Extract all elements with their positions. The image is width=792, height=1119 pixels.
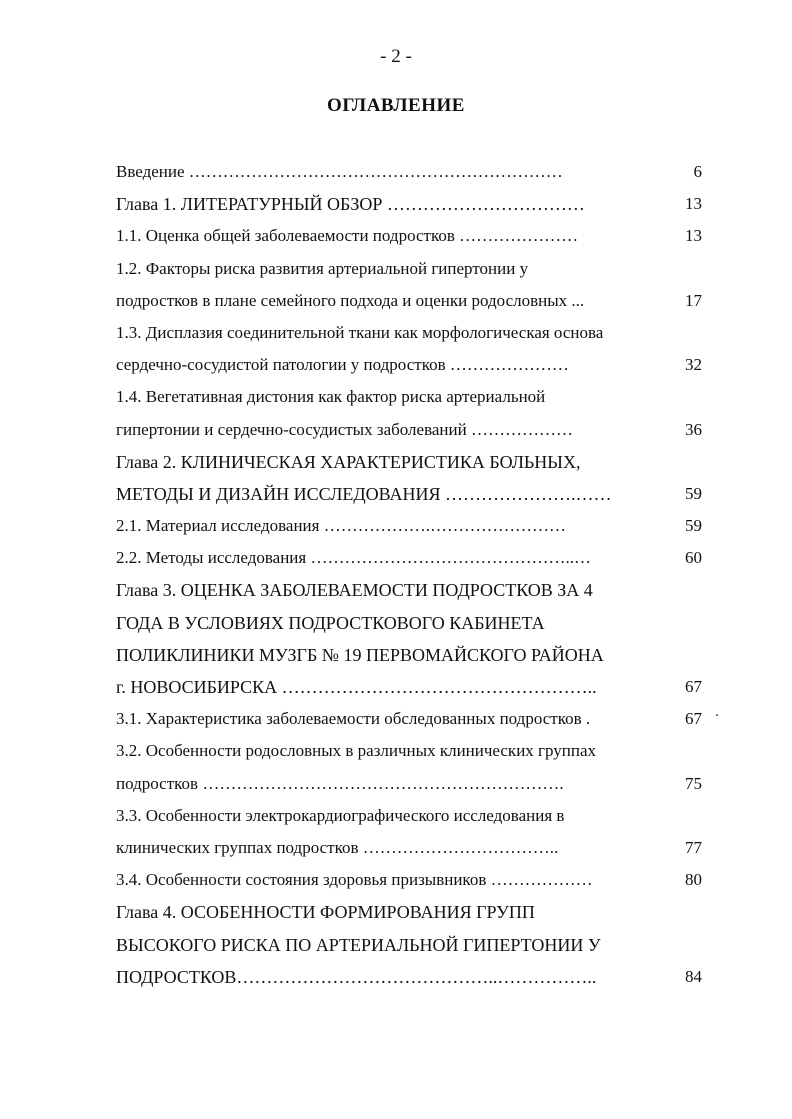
toc-entry-text: Глава 3. ОЦЕНКА ЗАБОЛЕВАЕМОСТИ ПОДРОСТКОВ ЗА 4: [116, 580, 593, 601]
toc-entry-text: 3.2. Особенности родословных в различных клинических группах: [116, 741, 597, 761]
toc-page-number: 67: [685, 677, 702, 696]
toc-line: [116, 671, 702, 703]
toc-entry-text: Введение …………………………………………………………: [116, 162, 563, 181]
table-of-contents: [116, 156, 702, 993]
toc-page-number: 80: [685, 870, 702, 890]
toc-entry-text: Глава 4. ОСОБЕННОСТИ ФОРМИРОВАНИЯ ГРУПП: [116, 902, 535, 923]
toc-line: [116, 542, 702, 574]
toc-line: [116, 896, 702, 928]
toc-line: [116, 800, 702, 832]
toc-line: [116, 510, 702, 542]
toc-line: [116, 381, 702, 413]
toc-entry-text: гипертонии и сердечно-сосудистых заболеваний ………………: [116, 419, 573, 439]
toc-line: [116, 446, 702, 478]
toc-entry-text: ПОЛИКЛИНИКИ МУЗГБ № 19 ПЕРВОМАЙСКОГО РАЙОНА: [116, 644, 604, 665]
toc-page-number: 77: [685, 837, 702, 857]
toc-line: [116, 317, 702, 349]
toc-entry-text: клинических группах подростков ……………………………..: [116, 837, 559, 857]
toc-page-number: 59: [685, 483, 702, 503]
toc-entry-text: подростков в плане семейного подхода и оценки родословных ...: [116, 290, 585, 310]
toc-line: [116, 703, 702, 735]
toc-page-number: 59: [685, 516, 702, 536]
toc-entry-text: ПОДРОСТКОВ……………………………………..……………..: [116, 966, 597, 987]
toc-entry-text: 1.1. Оценка общей заболеваемости подростков …………………: [116, 226, 579, 246]
toc-line: [116, 349, 702, 381]
toc-line: [116, 607, 702, 639]
toc-line: [116, 156, 702, 188]
scan-speck: [716, 714, 718, 716]
toc-line: [116, 929, 702, 961]
toc-page-number: 60: [685, 548, 702, 568]
toc-page-number: 32: [685, 355, 702, 375]
toc-line: [116, 188, 702, 220]
toc-line: [116, 639, 702, 671]
toc-line: [116, 478, 702, 510]
toc-entry-text: Глава 2. КЛИНИЧЕСКАЯ ХАРАКТЕРИСТИКА БОЛЬНЫХ,: [116, 451, 581, 472]
toc-entry-text: 1.4. Вегетативная дистония как фактор риска артериальной: [116, 387, 546, 407]
toc-entry-text: ВЫСОКОГО РИСКА ПО АРТЕРИАЛЬНОЙ ГИПЕРТОНИИ У: [116, 934, 601, 955]
toc-entry-text: 3.1. Характеристика заболеваемости обследованных подростков .: [116, 709, 591, 729]
toc-entry-text: 3.4. Особенности состояния здоровья призывников ………………: [116, 870, 593, 890]
toc-line: [116, 253, 702, 285]
toc-entry-text: МЕТОДЫ И ДИЗАЙН ИССЛЕДОВАНИЯ ………………….……: [116, 483, 612, 504]
toc-page-number: 17: [685, 290, 702, 310]
toc-page-number: 13: [685, 194, 702, 214]
toc-entry-text: ГОДА В УСЛОВИЯХ ПОДРОСТКОВОГО КАБИНЕТА: [116, 612, 545, 633]
toc-line: [116, 220, 702, 252]
toc-entry-text: 1.2. Факторы риска развития артериальной гипертонии у: [116, 258, 529, 278]
toc-entry-text: 2.2. Методы исследования ………………………………………..…: [116, 548, 591, 568]
toc-page-number: 84: [685, 966, 702, 986]
toc-entry-text: 2.1. Материал исследования ……………….……………………: [116, 516, 566, 536]
toc-line: [116, 864, 702, 896]
page-number: - 2 -: [380, 46, 412, 67]
toc-entry-text: 3.3. Особенности электрокардиографического исследования в: [116, 805, 565, 825]
toc-line: [116, 414, 702, 446]
toc-page-number: 67: [685, 709, 702, 729]
toc-line: [116, 285, 702, 317]
toc-entry-text: г. НОВОСИБИРСКА ……………………………………………..: [116, 677, 597, 697]
toc-page-number: 13: [685, 226, 702, 246]
toc-entry-text: Глава 1. ЛИТЕРАТУРНЫЙ ОБЗОР ……………………………: [116, 194, 585, 215]
toc-entry-text: подростков ……………………………………………………….: [116, 773, 564, 793]
toc-page-number: 36: [685, 419, 702, 439]
toc-line: [116, 735, 702, 767]
toc-entry-text: 1.3. Дисплазия соединительной ткани как морфологическая основа: [116, 322, 604, 342]
toc-entry-text: сердечно-сосудистой патологии у подростков …………………: [116, 355, 569, 375]
toc-line: [116, 768, 702, 800]
toc-line: [116, 574, 702, 606]
page-title: ОГЛАВЛЕНИЕ: [327, 95, 465, 116]
toc-page-number: 6: [693, 162, 702, 181]
toc-line: [116, 832, 702, 864]
toc-line: [116, 961, 702, 993]
toc-page-number: 75: [685, 773, 702, 793]
